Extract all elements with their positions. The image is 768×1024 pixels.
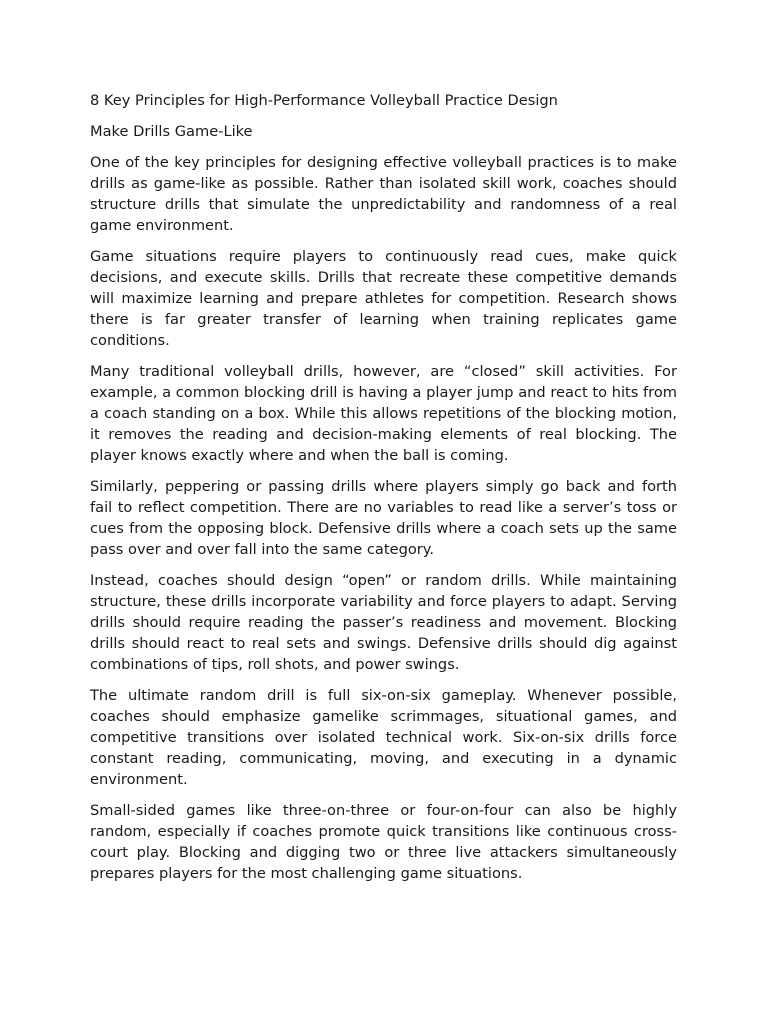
paragraph: Instead, coaches should design “open” or random drills. While maintaining structure, these drills incorporate variability and force players to adapt. Serving drills should require reading the passer’s readiness and movement. Blocking drills should react to real sets and swings. Defensive drills should dig against combinations of tips, roll shots, and power swings. — [90, 572, 677, 673]
paragraph: Game situations require players to continuously read cues, make quick decisions, and execute skills. Drills that recreate these competitive demands will maximize learning and prepare athletes for competition. Research shows there is far greater transfer of learning when training replicates game conditions. — [90, 248, 677, 349]
paragraph: Similarly, peppering or passing drills where players simply go back and forth fail to reflect competition. There are no variables to read like a server’s toss or cues from the opposing block. Defensive drills where a coach sets up the same pass over and over fall into the same category. — [90, 478, 677, 558]
paragraph: Small-sided games like three-on-three or four-on-four can also be highly random, especially if coaches promote quick transitions like continuous cross-court play. Blocking and digging two or three live attackers simultaneously prepares players for the most challenging game situations. — [90, 802, 677, 882]
paragraph: One of the key principles for designing effective volleyball practices is to make drills as game-like as possible. Rather than isolated skill work, coaches should structure drills that simulate the unpredictability and randomness of a real game environment. — [90, 154, 677, 234]
paragraph: The ultimate random drill is full six-on-six gameplay. Whenever possible, coaches should emphasize gamelike scrimmages, situational games, and competitive transitions over isolated technical work. Six-on-six drills force constant reading, communicating, moving, and executing in a dynamic environment. — [90, 687, 677, 788]
document-title: 8 Key Principles for High-Performance Volleyball Practice Design — [90, 92, 558, 109]
paragraph: Many traditional volleyball drills, however, are “closed” skill activities. For example, a common blocking drill is having a player jump and react to hits from a coach standing on a box. While this allows repetitions of the blocking motion, it removes the reading and decision-making elements of real blocking. The player knows exactly where and when the ball is coming. — [90, 363, 677, 464]
section-heading: Make Drills Game-Like — [90, 123, 253, 140]
document-page — [90, 90, 677, 894]
